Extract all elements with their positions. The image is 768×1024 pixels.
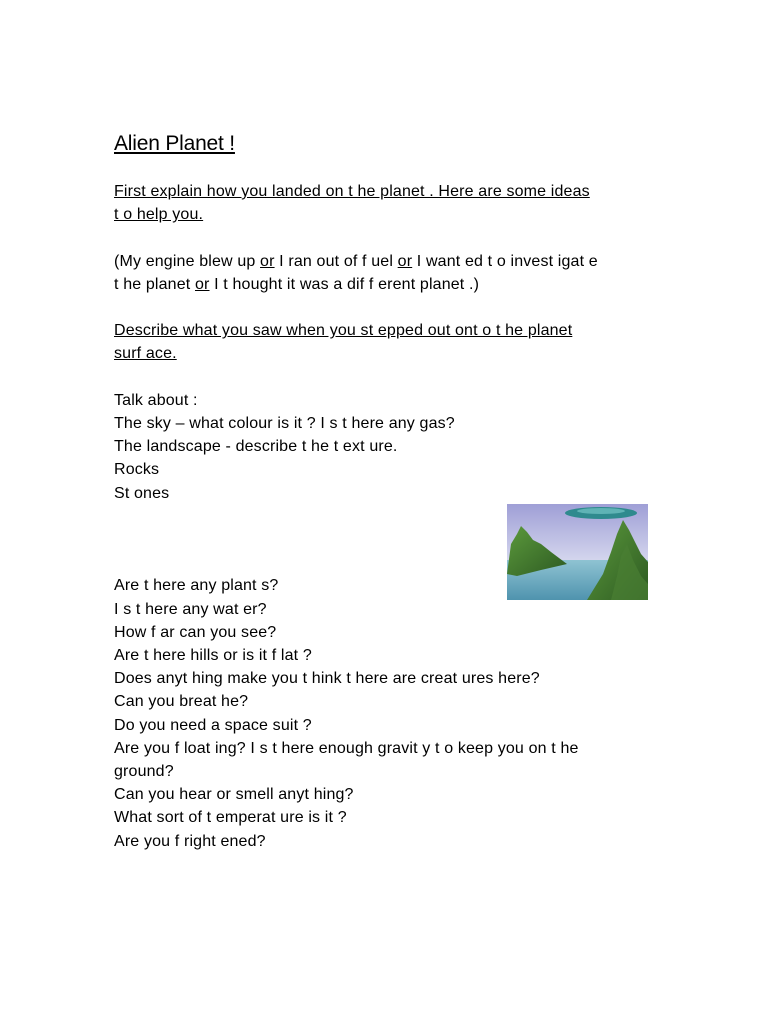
- options-text: t he planet: [114, 275, 195, 293]
- question-item: Are t here any plant s?: [114, 577, 279, 595]
- topic-item: Rocks: [114, 461, 160, 479]
- options-text: I want ed t o invest igat e: [412, 252, 598, 270]
- question-item: What sort of t emperat ure is it ?: [114, 809, 347, 827]
- question-item: Can you hear or smell anyt hing?: [114, 786, 354, 804]
- question-item: I s t here any wat er?: [114, 600, 267, 618]
- page-title: Alien Planet !: [114, 132, 235, 155]
- question-item: Are t here hills or is it f lat ?: [114, 646, 312, 664]
- describe-line-1: Describe what you saw when you st epped out ont o t he planet: [114, 322, 573, 340]
- or-word: or: [397, 252, 413, 270]
- or-word: or: [194, 275, 210, 293]
- options-text: (My engine blew up: [114, 252, 261, 270]
- question-item: ground?: [114, 762, 174, 780]
- topic-item: St ones: [114, 484, 170, 502]
- intro-line-2: t o help you.: [114, 206, 204, 224]
- intro-line-1: First explain how you landed on t he planet . Here are some ideas: [114, 183, 590, 200]
- options-text: I t hought it was a dif f erent planet .): [209, 275, 480, 293]
- question-item: Does anyt hing make you t hink t here are creat ures here?: [114, 670, 540, 688]
- question-item: How f ar can you see?: [114, 623, 277, 641]
- alien-planet-illustration: [507, 504, 648, 600]
- worksheet-page: [114, 130, 674, 853]
- describe-line-2: surf ace.: [114, 345, 177, 363]
- question-item: Do you need a space suit ?: [114, 716, 312, 734]
- options-line-1: [114, 250, 674, 273]
- question-item: Are you f loat ing? I s t here enough gravit y t o keep you on t he: [114, 739, 579, 757]
- talk-about-heading: Talk about :: [114, 391, 198, 409]
- options-line-2: [114, 273, 674, 296]
- question-item: Are you f right ened?: [114, 832, 266, 850]
- topic-item: The sky – what colour is it ? I s t here any gas?: [114, 414, 455, 432]
- options-text: I ran out of f uel: [274, 252, 398, 270]
- question-item: Can you breat he?: [114, 693, 249, 711]
- or-word: or: [260, 252, 275, 270]
- ufo-top: [577, 508, 625, 514]
- topic-item: The landscape - describe t he t ext ure.: [114, 438, 398, 456]
